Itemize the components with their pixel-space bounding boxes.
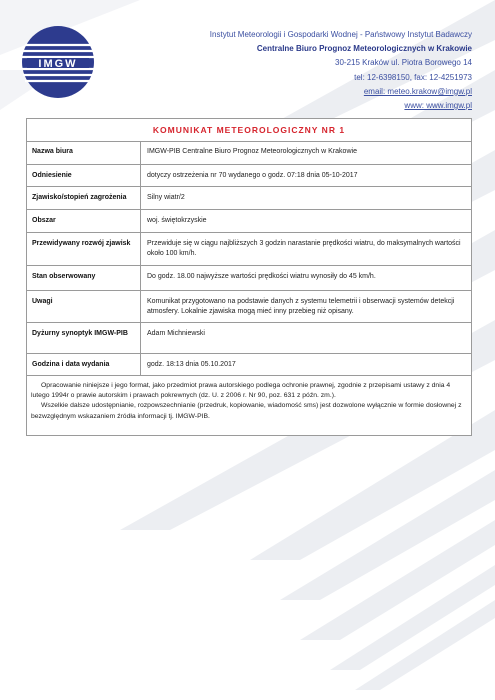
institute-header bbox=[142, 28, 472, 113]
row-value: woj. świętokrzyskie bbox=[147, 217, 207, 224]
row-label: Odniesienie bbox=[32, 172, 72, 179]
row-label: Nazwa biura bbox=[32, 148, 73, 155]
bulletin-card bbox=[26, 118, 472, 436]
table-row bbox=[27, 141, 471, 165]
table-row bbox=[27, 210, 471, 233]
row-value: Do godz. 18.00 najwyższe wartości prędkości wiatru wynosiły do 45 km/h. bbox=[147, 273, 376, 280]
row-label: Przewidywany rozwój zjawisk bbox=[32, 240, 131, 247]
institute-address: 30-215 Kraków ul. Piotra Borowego 14 bbox=[335, 58, 472, 68]
row-value: IMGW-PIB Centralne Biuro Prognoz Meteorologicznych w Krakowie bbox=[147, 148, 357, 155]
redistribution-paragraph: Wszelkie dalsze udostępnianie, rozpowszechnianie (przedruk, kopiowanie, wiadomość sms) jest dozwolone wyłącznie w formie dosłownej z bezwzględnym wskazaniem źródła informacji tj. IMGW-PIB. bbox=[31, 402, 462, 420]
table-row bbox=[27, 266, 471, 291]
imgw-logo-icon bbox=[21, 25, 95, 99]
copyright-paragraph: Opracowanie niniejsze i jego format, jako przedmiot prawa autorskiego podlega ochronie prawnej, zgodnie z przepisami ustawy z dnia 4 lutego 1994r o prawie autorskim i prawach pokrewnych (dz. U. z 2006 r. Nr 90, poz. 631 z późn. zm.). bbox=[31, 382, 451, 400]
institute-name: Instytut Meteorologii i Gospodarki Wodnej - Państwowy Instytut Badawczy bbox=[209, 30, 472, 39]
row-label: Godzina i data wydania bbox=[32, 361, 110, 368]
row-value: Komunikat przygotowano na podstawie danych z systemu telemetrii i obserwacji systemów detekcji atmosfery. Lokalnie zjawiska mogą mieć inny przebieg niż opisany. bbox=[147, 298, 455, 315]
row-value: Adam Michniewski bbox=[147, 330, 205, 337]
copyright-notice bbox=[31, 381, 469, 422]
table-row bbox=[27, 233, 471, 266]
svg-text:IMGW: IMGW bbox=[38, 58, 78, 70]
bulletin-title: KOMUNIKAT METEOROLOGICZNY NR 1 bbox=[27, 119, 471, 142]
table-row bbox=[27, 354, 471, 376]
row-value: dotyczy ostrzeżenia nr 70 wydanego o godz. 07:18 dnia 05-10-2017 bbox=[147, 172, 358, 179]
row-value: Silny wiatr/2 bbox=[147, 194, 185, 201]
table-row bbox=[27, 291, 471, 323]
row-label: Dyżurny synoptyk IMGW-PIB bbox=[32, 330, 128, 337]
institute-website-link[interactable]: www: www.imgw.pl bbox=[404, 101, 472, 111]
row-value: godz. 18:13 dnia 05.10.2017 bbox=[147, 361, 236, 368]
bureau-name: Centralne Biuro Prognoz Meteorologicznych w Krakowie bbox=[256, 44, 472, 54]
row-label: Obszar bbox=[32, 217, 56, 224]
institute-email-link[interactable]: email: meteo.krakow@imgw.pl bbox=[363, 86, 472, 96]
table-row bbox=[27, 323, 471, 354]
table-row bbox=[27, 165, 471, 187]
row-label: Zjawisko/stopień zagrożenia bbox=[32, 194, 127, 201]
row-label: Uwagi bbox=[32, 298, 53, 305]
institute-phone: tel: 12-6398150, fax: 12-4251973 bbox=[354, 72, 472, 82]
table-row bbox=[27, 187, 471, 210]
row-value: Przewiduje się w ciągu najbliższych 3 godzin narastanie prędkości wiatru, do maksymalnych wartości około 100 km/h. bbox=[147, 240, 461, 257]
row-label: Stan obserwowany bbox=[32, 273, 96, 280]
